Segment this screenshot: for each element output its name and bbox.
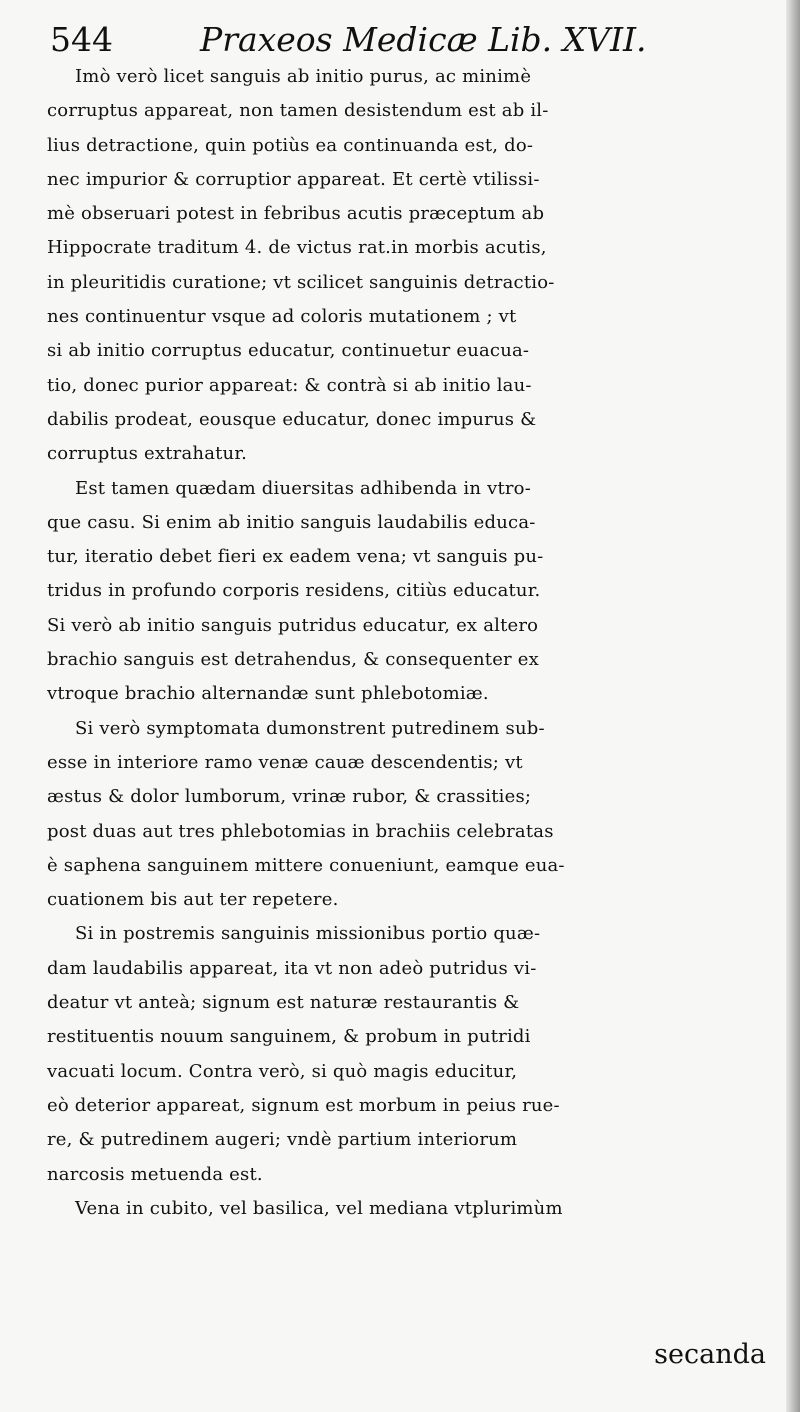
text-line: æstus & dolor lumborum, vrinæ rubor, & crassities;	[47, 786, 532, 808]
text-line: que casu. Si enim ab initio sanguis laudabilis educa-	[47, 511, 536, 533]
text-line: narcosis metuenda est.	[47, 1163, 263, 1185]
text-line: post duas aut tres phlebotomias in brachiis celebratas	[47, 820, 554, 842]
text-line: Si verò symptomata dumonstrent putredinem sub-	[75, 717, 545, 739]
text-line: deatur vt anteà; signum est naturæ restaurantis &	[47, 992, 520, 1014]
text-line: cuationem bis aut ter repetere.	[47, 889, 339, 911]
text-line: lius detractione, quin potiùs ea continuanda est, do-	[47, 134, 534, 156]
text-line: vtroque brachio alternandæ sunt phlebotomiæ.	[47, 683, 489, 705]
text-line: tridus in profundo corporis residens, citiùs educatur.	[47, 580, 541, 602]
text-line: vacuati locum. Contra verò, si quò magis educitur,	[47, 1060, 518, 1082]
text-line: Si in postremis sanguinis missionibus portio quæ-	[75, 923, 541, 945]
text-line: corruptus appareat, non tamen desistendum est ab il-	[47, 100, 549, 122]
text-line: eò deterior appareat, signum est morbum in peius rue-	[47, 1094, 560, 1116]
text-line: restituentis nouum sanguinem, & probum in putridi	[47, 1026, 531, 1048]
text-body	[47, 60, 767, 1226]
text-line: nec impurior & corruptior appareat. Et certè vtilissi-	[47, 168, 540, 190]
text-line: è saphena sanguinem mittere conueniunt, eamque eua-	[47, 854, 565, 876]
text-line: Imò verò licet sanguis ab initio purus, ac minimè	[75, 66, 532, 87]
text-line: corruptus extrahatur.	[47, 443, 248, 465]
text-line: Vena in cubito, vel basilica, vel mediana vtplurimùm	[75, 1197, 563, 1219]
page-header	[50, 18, 770, 62]
page-number: 544	[50, 20, 113, 59]
page-edge-shadow	[786, 0, 800, 1412]
catchword: secanda	[654, 1339, 766, 1370]
text-line: dabilis prodeat, eousque educatur, donec impurus &	[47, 408, 537, 430]
text-line: esse in interiore ramo venæ cauæ descendentis; vt	[47, 751, 523, 773]
text-line: Est tamen quædam diuersitas adhibenda in vtro-	[75, 477, 532, 499]
text-line: re, & putredinem augeri; vndè partium interiorum	[47, 1129, 518, 1151]
text-line: tur, iteratio debet fieri ex eadem vena; vt sanguis pu-	[47, 546, 544, 568]
text-line: tio, donec purior appareat: & contrà si ab initio lau-	[47, 374, 532, 396]
text-line: in pleuritidis curatione; vt scilicet sanguinis detractio-	[47, 271, 555, 293]
text-line: Hippocrate traditum 4. de victus rat.in morbis acutis,	[47, 237, 547, 259]
text-line: si ab initio corruptus educatur, continuetur euacua-	[47, 340, 530, 362]
text-line: Si verò ab initio sanguis putridus educatur, ex altero	[47, 614, 539, 636]
text-line: dam laudabilis appareat, ita vt non adeò putridus vi-	[47, 957, 537, 979]
text-line: brachio sanguis est detrahendus, & consequenter ex	[47, 649, 539, 671]
text-line: nes continuentur vsque ad coloris mutationem ; vt	[47, 306, 517, 328]
text-line: mè obseruari potest in febribus acutis præceptum ab	[47, 203, 545, 225]
running-title: Praxeos Medicæ Lib. XVII.	[200, 20, 647, 59]
